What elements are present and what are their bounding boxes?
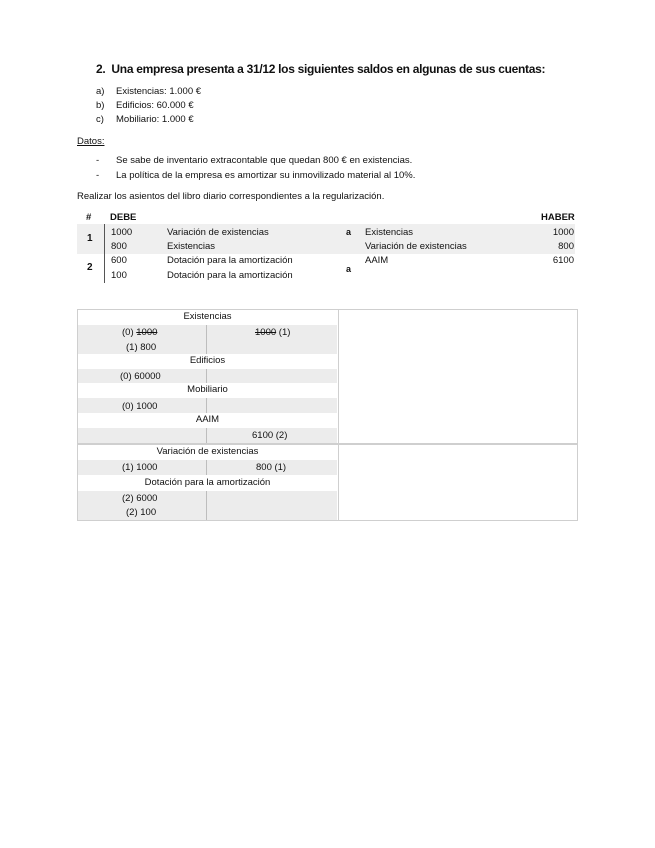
journal-debit-account: Variación de existencias bbox=[167, 227, 269, 238]
journal-credit-account: Variación de existencias bbox=[365, 241, 467, 252]
struck-value: 1000 bbox=[255, 327, 277, 338]
t-account-title-aaim: AAIM bbox=[78, 414, 337, 428]
journal-credit-amount: 800 bbox=[558, 241, 574, 252]
t-account-title-edificios: Edificios bbox=[78, 355, 337, 369]
t-account-title-existencias: Existencias bbox=[78, 311, 337, 325]
balance-item: a) Existencias: 1.000 € bbox=[96, 86, 202, 97]
t-account-title-dotacion: Dotación para la amortización bbox=[78, 477, 337, 491]
t-account-credit-edificios bbox=[207, 369, 337, 383]
journal-debit-account: Dotación para la amortización bbox=[167, 270, 293, 281]
journal-entry-number: 1 bbox=[87, 233, 93, 244]
journal-credit-account: AAIM bbox=[365, 255, 389, 266]
journal-divider bbox=[104, 224, 105, 283]
t-account-credit-dotacion bbox=[207, 491, 337, 520]
journal-credit-account: Existencias bbox=[365, 227, 414, 238]
t-entry: 6100 (2) bbox=[252, 430, 288, 441]
journal-separator: a bbox=[346, 264, 352, 274]
exercise-heading bbox=[96, 62, 545, 76]
journal-credit-amount: 1000 bbox=[552, 227, 574, 238]
t-entry: (0) 1000 bbox=[122, 327, 158, 338]
t-account-debit-aaim bbox=[78, 428, 207, 443]
t-accounts-divider bbox=[338, 309, 339, 521]
t-entry: (0) 60000 bbox=[120, 371, 161, 382]
exercise-number: 2. bbox=[96, 62, 106, 76]
journal-debit-account: Existencias bbox=[167, 241, 216, 252]
journal-debit-amount: 600 bbox=[111, 255, 127, 266]
journal-separator: a bbox=[346, 227, 352, 237]
t-entry: (1) 1000 bbox=[122, 462, 158, 473]
t-entry: (0) 1000 bbox=[122, 401, 158, 412]
journal-debit-account: Dotación para la amortización bbox=[167, 255, 293, 266]
journal-header-num: # bbox=[86, 212, 92, 223]
journal-debit-amount: 1000 bbox=[111, 227, 133, 238]
journal-debit-amount: 800 bbox=[111, 241, 127, 252]
datos-item: - Se sabe de inventario extracontable que quedan 800 € en existencias. bbox=[96, 155, 413, 166]
journal-credit-amount: 6100 bbox=[552, 255, 574, 266]
struck-value: 1000 bbox=[136, 327, 158, 338]
journal-entry-1-bg bbox=[77, 224, 575, 254]
journal-entry-number: 2 bbox=[87, 262, 93, 273]
datos-item: - La política de la empresa es amortizar su inmovilizado material al 10%. bbox=[96, 170, 416, 181]
t-entry: (1) 800 bbox=[126, 342, 157, 353]
journal-debit-amount: 100 bbox=[111, 270, 127, 281]
t-entry: 1000 (1) bbox=[255, 327, 291, 338]
exercise-statement: Una empresa presenta a 31/12 los siguientes saldos en algunas de sus cuentas: bbox=[111, 62, 546, 76]
datos-label: Datos: bbox=[77, 136, 105, 147]
t-entry: (2) 100 bbox=[126, 507, 157, 518]
instruction-text: Realizar los asientos del libro diario correspondientes a la regularización. bbox=[77, 191, 385, 202]
t-entry: (2) 6000 bbox=[122, 493, 158, 504]
journal-header-haber: HABER bbox=[541, 212, 575, 223]
t-account-title-mobiliario: Mobiliario bbox=[78, 384, 337, 398]
balance-item: c) Mobiliario: 1.000 € bbox=[96, 114, 194, 125]
balance-item: b) Edificios: 60.000 € bbox=[96, 100, 194, 111]
t-account-credit-mobiliario bbox=[207, 398, 337, 413]
journal-header-debe: DEBE bbox=[110, 212, 137, 223]
t-account-title-variacion: Variación de existencias bbox=[78, 446, 337, 460]
t-entry: 800 (1) bbox=[256, 462, 287, 473]
